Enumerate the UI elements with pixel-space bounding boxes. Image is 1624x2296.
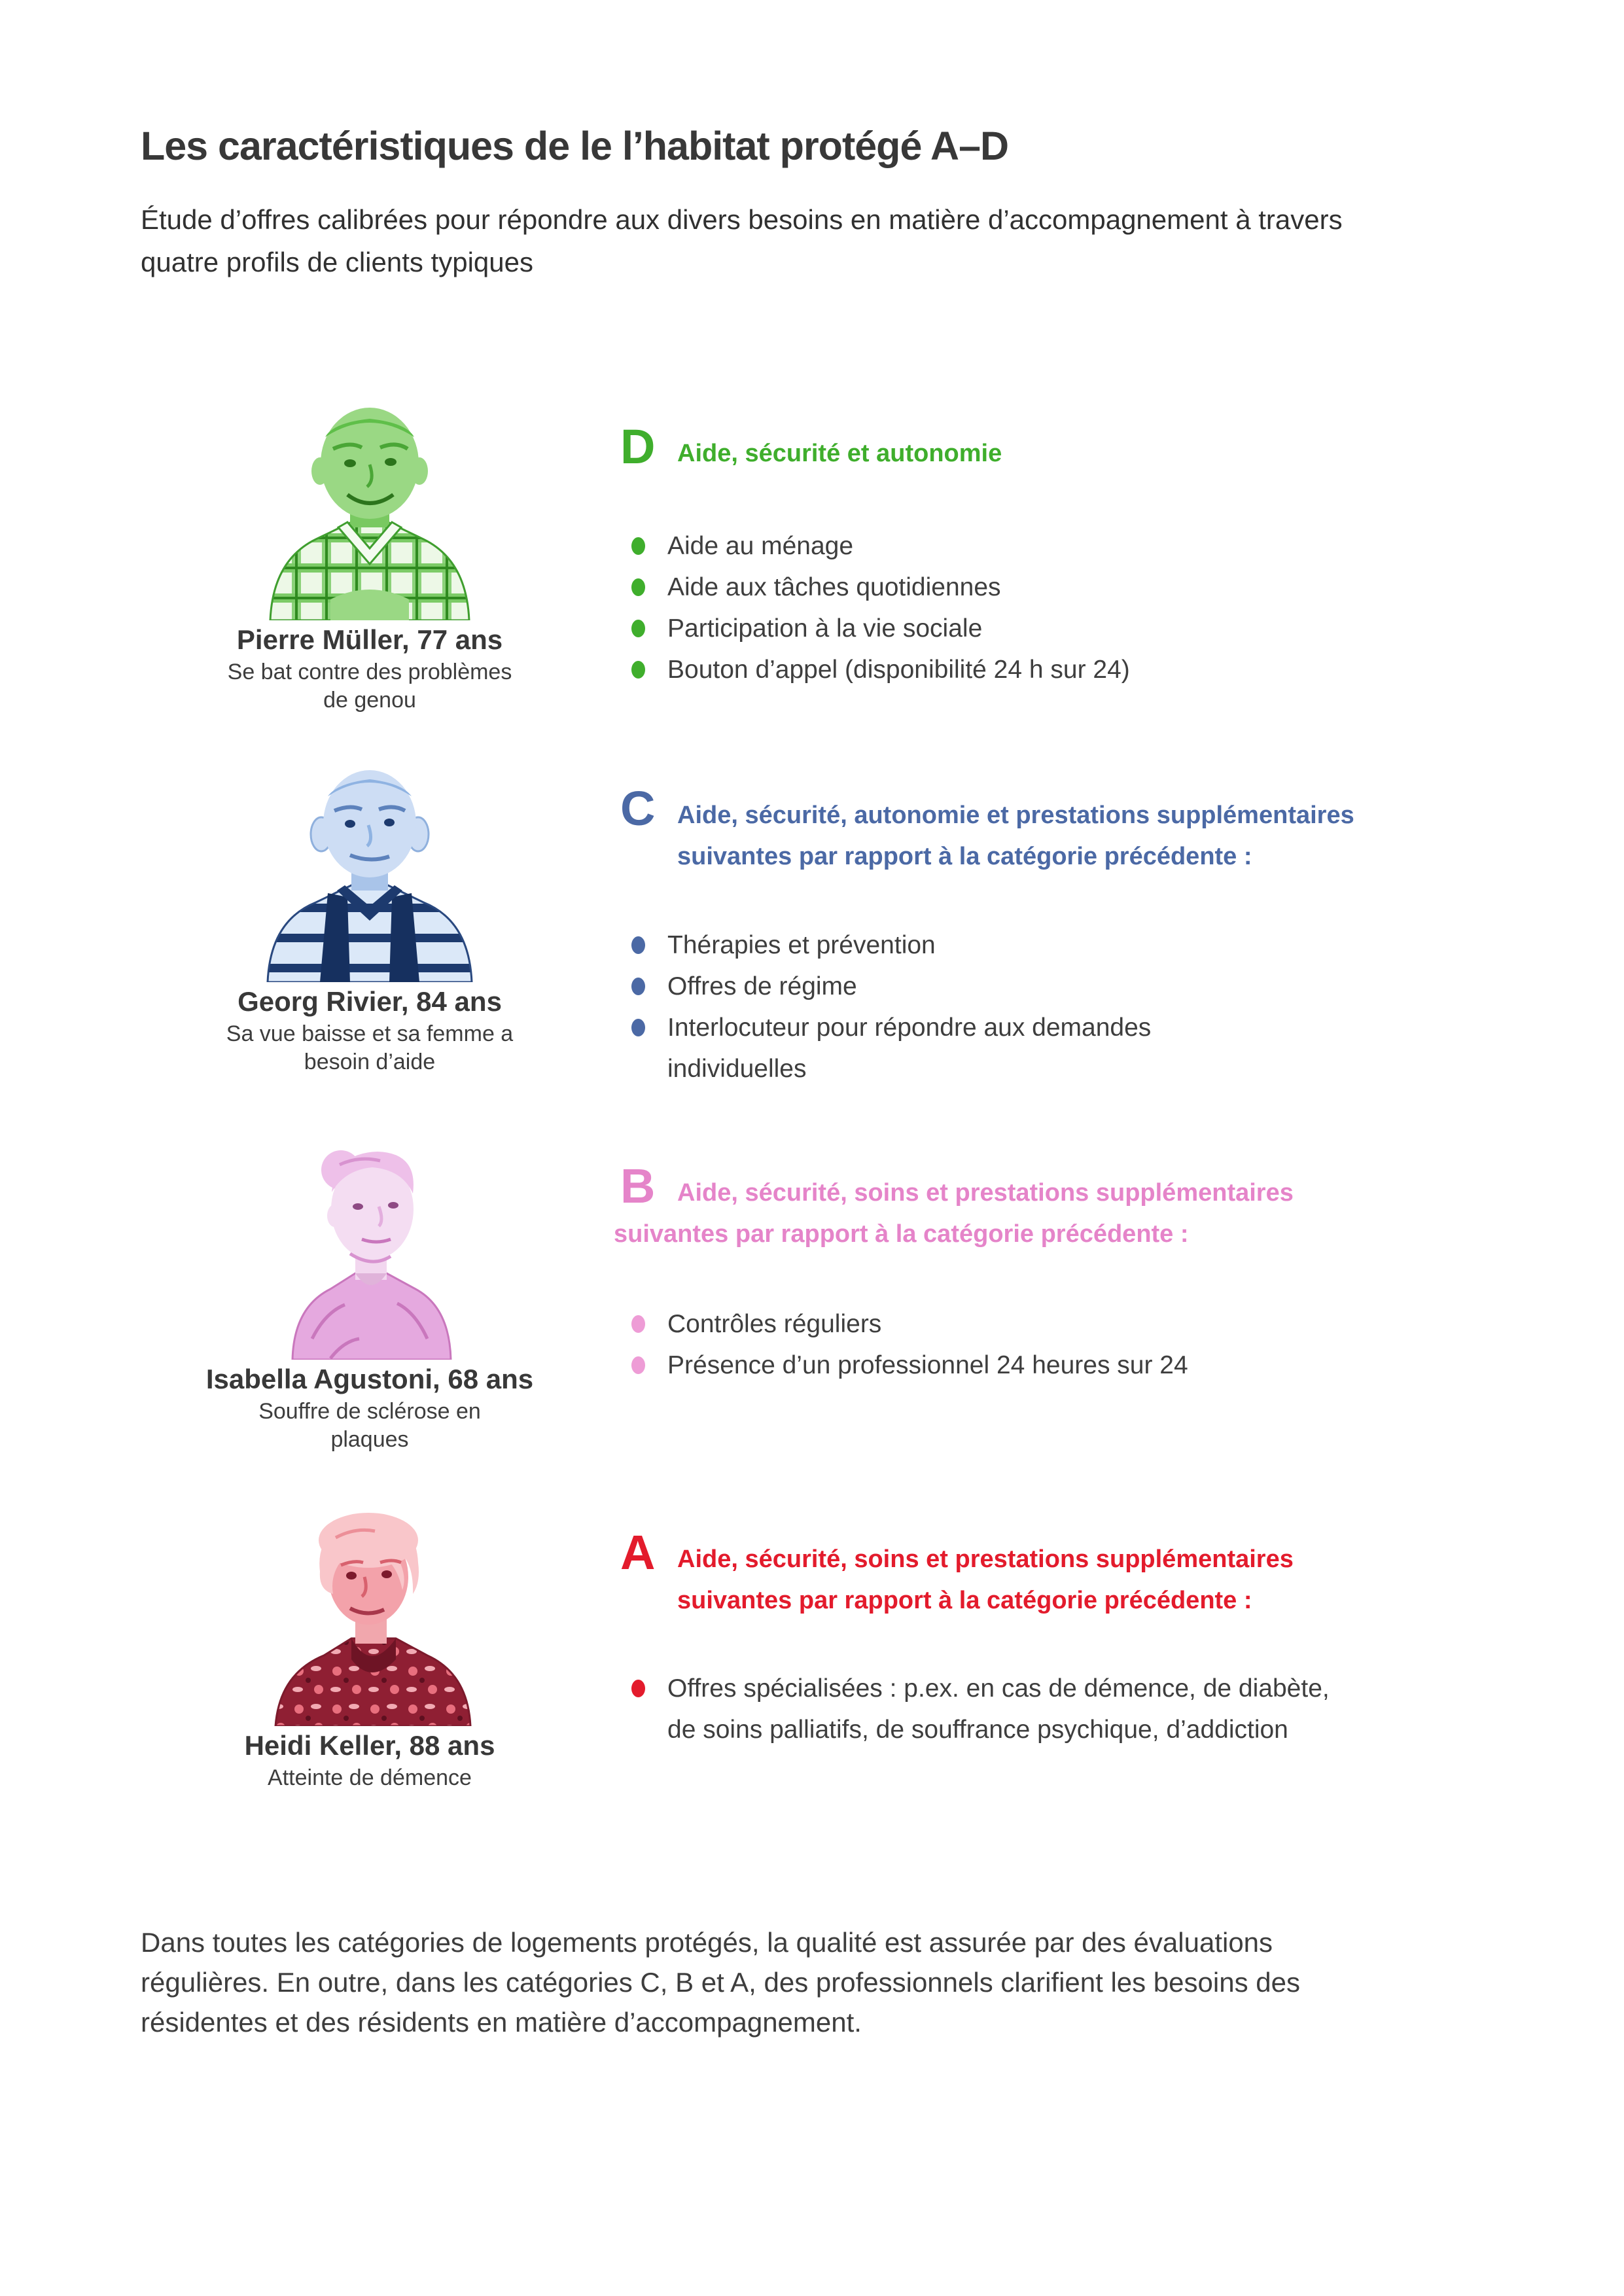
category-d-bullet-list xyxy=(631,525,1130,690)
list-item: Offres de régime xyxy=(631,966,1151,1007)
category-letter-d: D xyxy=(620,419,656,474)
category-letter-b: B xyxy=(620,1159,656,1213)
isabella-agustoni-portrait xyxy=(252,1142,487,1360)
list-item: Présence d’un professionnel 24 heures sur 24 xyxy=(631,1345,1188,1386)
category-letter-a: A xyxy=(620,1525,656,1580)
page-subtitle xyxy=(141,198,1580,283)
page-title: Les caractéristiques de le l’habitat protégé A–D xyxy=(141,124,1009,168)
bullet-dot-icon xyxy=(631,1019,645,1036)
list-item: Interlocuteur pour répondre aux demandes individuelles xyxy=(631,1007,1151,1089)
pierre-mueller-portrait xyxy=(252,403,487,620)
elderly-man-green-illustration xyxy=(252,403,487,620)
persona-description: Sa vue baisse et sa femme a besoin d’aide xyxy=(226,1021,514,1074)
category-section-b xyxy=(0,1139,1624,1505)
list-item: Aide aux tâches quotidiennes xyxy=(631,567,1130,608)
persona-name: Pierre Müller, 77 ans xyxy=(236,624,503,655)
list-item: Aide au ménage xyxy=(631,525,1130,567)
persona-name: Isabella Agustoni, 68 ans xyxy=(205,1364,534,1394)
persona-description: Souffre de sclérose en plaques xyxy=(258,1399,481,1452)
list-item: Bouton d’appel (disponibilité 24 h sur 24) xyxy=(631,649,1130,690)
category-section-c xyxy=(0,761,1624,1127)
subtitle-line: quatre profils de clients typiques xyxy=(141,247,533,277)
bullet-dot-icon xyxy=(631,1356,645,1374)
category-c-bullet-list xyxy=(631,925,1151,1089)
category-a-bullet-list xyxy=(631,1668,1330,1750)
bullet-dot-icon xyxy=(631,1680,645,1697)
bullet-dot-icon xyxy=(631,537,645,555)
bullet-dot-icon xyxy=(631,620,645,637)
elderly-man-blue-illustration xyxy=(252,765,487,982)
georg-rivier-portrait xyxy=(252,765,487,982)
list-item: Contrôles réguliers xyxy=(631,1303,1188,1345)
category-b-bullet-list xyxy=(631,1303,1188,1386)
bullet-dot-icon xyxy=(631,936,645,954)
bullet-dot-icon xyxy=(631,661,645,679)
list-item: Offres spécialisées : p.ex. en cas de démence, de diabète, de soins palliatifs, de souffrance psychique, d’addiction xyxy=(631,1668,1330,1750)
list-item: Thérapies et prévention xyxy=(631,925,1151,966)
elderly-woman-pink-illustration xyxy=(252,1142,487,1360)
closing-paragraph: Dans toutes les catégories de logements protégés, la qualité est assurée par des évaluations régulières. En outre, dans les catégories C, B et A, des professionnels clarifient les besoins des résidentes et des résidents en matière d’accompagnement. xyxy=(141,1927,1300,2038)
persona-name: Heidi Keller, 88 ans xyxy=(244,1730,495,1761)
category-heading: Aide, sécurité, soins et prestations supplémentaires suivantes par rapport à la catégorie précédente : xyxy=(677,1545,1294,1614)
persona-name: Georg Rivier, 84 ans xyxy=(238,986,502,1017)
elderly-woman-red-illustration xyxy=(252,1509,487,1726)
bullet-dot-icon xyxy=(631,578,645,596)
category-heading: Aide, sécurité, soins et prestations supplémentaires suivantes par rapport à la catégorie précédente : xyxy=(614,1179,1294,1248)
category-section-d xyxy=(0,399,1624,766)
category-heading: Aide, sécurité, autonomie et prestations supplémentaires suivantes par rapport à la catégorie précédente : xyxy=(677,802,1354,870)
bullet-dot-icon xyxy=(631,1315,645,1333)
persona-description: Atteinte de démence xyxy=(268,1765,472,1790)
category-letter-c: C xyxy=(620,781,656,836)
bullet-dot-icon xyxy=(631,978,645,995)
heidi-keller-portrait xyxy=(252,1509,487,1726)
category-section-a xyxy=(0,1505,1624,1871)
list-item: Participation à la vie sociale xyxy=(631,608,1130,649)
persona-description: Se bat contre des problèmes de genou xyxy=(227,660,512,713)
category-heading: Aide, sécurité et autonomie xyxy=(677,440,1002,467)
subtitle-line: Étude d’offres calibrées pour répondre aux divers besoins en matière d’accompagnement à travers xyxy=(141,204,1343,235)
